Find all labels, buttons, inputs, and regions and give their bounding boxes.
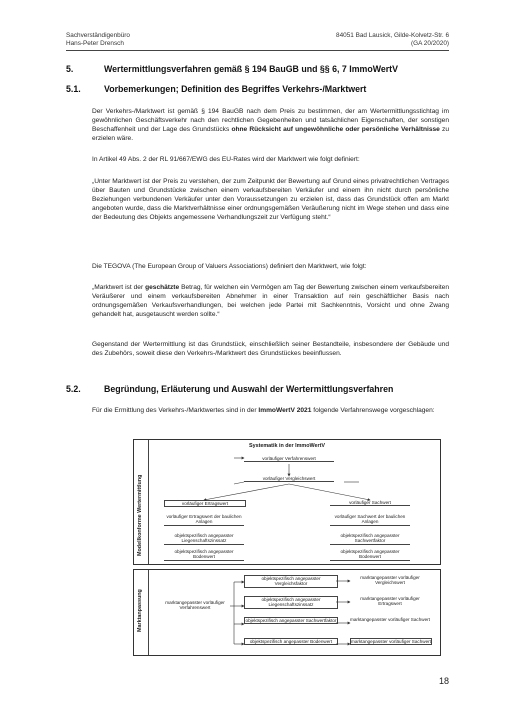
paragraph-definition-text: Der Verkehrs-/Marktwert ist gemäß § 194 BauGB nach dem Preis zu bestimmen, der am Wertermittlungsstichtag im gewöhnlichen Geschäftsverkehr nach den rechtlichen Gegebenheiten und tatsächlichen Eigenschaften, der sonstigen Beschaffenheit und der Lage des Grundstücks [92, 108, 449, 134]
section-5-1-heading [0, 84, 509, 96]
header-office [66, 32, 130, 48]
diagram-market-adjustment [133, 569, 441, 656]
diagram-upper-arrows [134, 440, 440, 564]
header-file-number: (GA 20/2020) [410, 40, 449, 47]
diagram-lower-side-label: Marktanpassung [137, 589, 143, 632]
paragraph-tegova-quote-rest: Betrag, für welchen ein Vermögen am Tag der Bewertung zwischen einem verkaufsbereiten Veräußerer und einem verkaufsbereiten Abnehmer in einer Transaktion auf rein geschäftlicher Basis nach ordnungsgemäßen Verkaufsverhandlungen, bei welchen jede Partei mit Sachkenntnis, Vorsicht und ohne Zwang gehandelt hat, ausgetauscht werden sollte.“ [92, 284, 449, 319]
paragraph-procedures-end: folgende Verfahrenswege vorgeschlagen: [311, 407, 435, 414]
paragraph-definition [92, 107, 449, 143]
paragraph-procedures-start: Für die Ermittlung des Verkehrs-/Marktwertes sind in der [92, 407, 259, 414]
header-office-name: Sachverständigenbüro [66, 32, 130, 39]
paragraph-tegova-quote-start: „Marktwert ist der [92, 284, 146, 291]
diagram-right-box-2: vorläufiger Sachwert der baulichen Anlagen [330, 514, 410, 526]
paragraph-procedures-emphasis: ImmoWertV 2021 [258, 407, 312, 414]
diagram-upper-side-label: Modellkonforme Wertermittlung [137, 474, 143, 556]
section-5-2-heading [0, 384, 509, 396]
diagram-title: Systematik in der ImmoWertV [249, 443, 325, 449]
header-owner-name: Hans-Peter Drensch [66, 40, 124, 47]
section-5-number: 5. [66, 64, 74, 74]
paragraph-tegova-quote [92, 283, 449, 319]
diagram-lower-right-box-1: marktangepasster vorläufiger Vergleichswert [360, 575, 420, 586]
paragraph-tegova: Die TEGOVA (The European Group of Valuers Associations) definiert den Marktwert, wie folgt: [92, 263, 367, 270]
section-5-title: Wertermittlungsverfahren gemäß § 194 BauGB und §§ 6, 7 ImmoWertV [104, 64, 398, 74]
diagram-mid-box: vorläufiger Vergleichswert [244, 476, 334, 482]
paragraph-eu-quote: „Unter Marktwert ist der Preis zu verstehen, der zum Zeitpunkt der Bewertung auf Grund eines privatrechtlichen Vertrages über Bauten und Grundstücke zwischen einem verkaufsbereiten Verkäufer und einem ihn nicht durch persönliche Beziehungen verbundenen Verkäufer unter den Voraussetzungen zu erzielen ist, dass das Grundstück offen am Markt angeboten wurde, dass die Marktverhältnisse einer ordnungsgemäßen Veräußerung nicht im Wege stehen und dass eine der Bedeutung des Objekts angemessene Verhandlungszeit zur Verfügung steht.“ [92, 178, 449, 222]
paragraph-eu-directive: In Artikel 49 Abs. 2 der RL 91/667/EWG des EU-Rates wird der Marktwert wie folgt definiert: [92, 156, 360, 163]
diagram-left-box-1: vorläufiger Ertragswert [164, 500, 246, 507]
header-address [336, 32, 449, 48]
paragraph-tegova-quote-emphasis: geschätzte [145, 284, 180, 291]
diagram-left-box-2: vorläufiger Ertragswert der baulichen Anlagen [164, 514, 244, 526]
section-5-1-title: Vorbemerkungen; Definition des Begriffes Verkehrs-/Marktwert [104, 84, 367, 94]
diagram-right-box-3: objektspezifisch angepasster Sachwertfaktor [330, 533, 410, 545]
diagram-lower-right-box-3: marktangepasster vorläufiger Sachwert [350, 617, 430, 622]
header-divider [66, 50, 449, 51]
paragraph-definition-emphasis: ohne Rücksicht auf ungewöhnliche oder persönliche Verhältnisse [231, 126, 440, 134]
diagram-lower-right-box-4: marktangepasster vorläufiger Sachwert [351, 639, 431, 644]
paragraph-subject: Gegenstand der Wertermittlung ist das Grundstück, einschließlich seiner Bestandteile, insbesondere der Gebäude und des Zubehörs, soweit diese den Verkehrs-/Marktwert des Grundstückes beeinflussen. [92, 341, 449, 358]
diagram-lower-arrows [134, 570, 440, 655]
diagram-lower-center-box-1: objektspezifisch angepasster Vergleichsfaktor [244, 575, 338, 588]
diagram-top-box: vorläufiger Verfahrenswert [244, 456, 334, 462]
page-number: 18 [438, 676, 449, 686]
diagram-lower-right-box-2: marktangepasster vorläufiger Ertragswert [360, 596, 420, 607]
header-address-line: 84051 Bad Lausick, Gilde-Kolvetz-Str. 6 [336, 32, 449, 39]
paragraph-definition-end: zu erzielen wäre. [92, 126, 449, 143]
diagram-right-box-1: vorläufiger Sachwert [330, 500, 410, 506]
diagram-left-box-4: objektspezifisch angepasster Bodenwert [164, 549, 244, 561]
diagram-lower-center-box-2: objektspezifisch angepasster Liegenschaftszinssatz [244, 596, 338, 609]
section-5-2-title: Begründung, Erläuterung und Auswahl der Wertermittlungsverfahren [104, 384, 394, 394]
diagram-lower-center-box-4: objektspezifisch angepasster Bodenwert [244, 638, 338, 645]
diagram-lower-center-box-3: objektspezifisch angepasster Sachwertfaktor [245, 618, 337, 623]
diagram-left-box-3: objektspezifisch angepasster Liegenschaftszinssatz [164, 533, 244, 545]
diagram-right-box-4: objektspezifisch angepasster Bodenwert [330, 549, 410, 561]
diagram-systematics [133, 439, 441, 565]
paragraph-procedures [92, 406, 449, 415]
section-5-1-number: 5.1. [66, 84, 81, 94]
section-5-heading [0, 64, 509, 76]
section-5-2-number: 5.2. [66, 384, 81, 394]
diagram-lower-left-box: marktangepasster vorläufiger Verfahrenswert [165, 600, 225, 611]
